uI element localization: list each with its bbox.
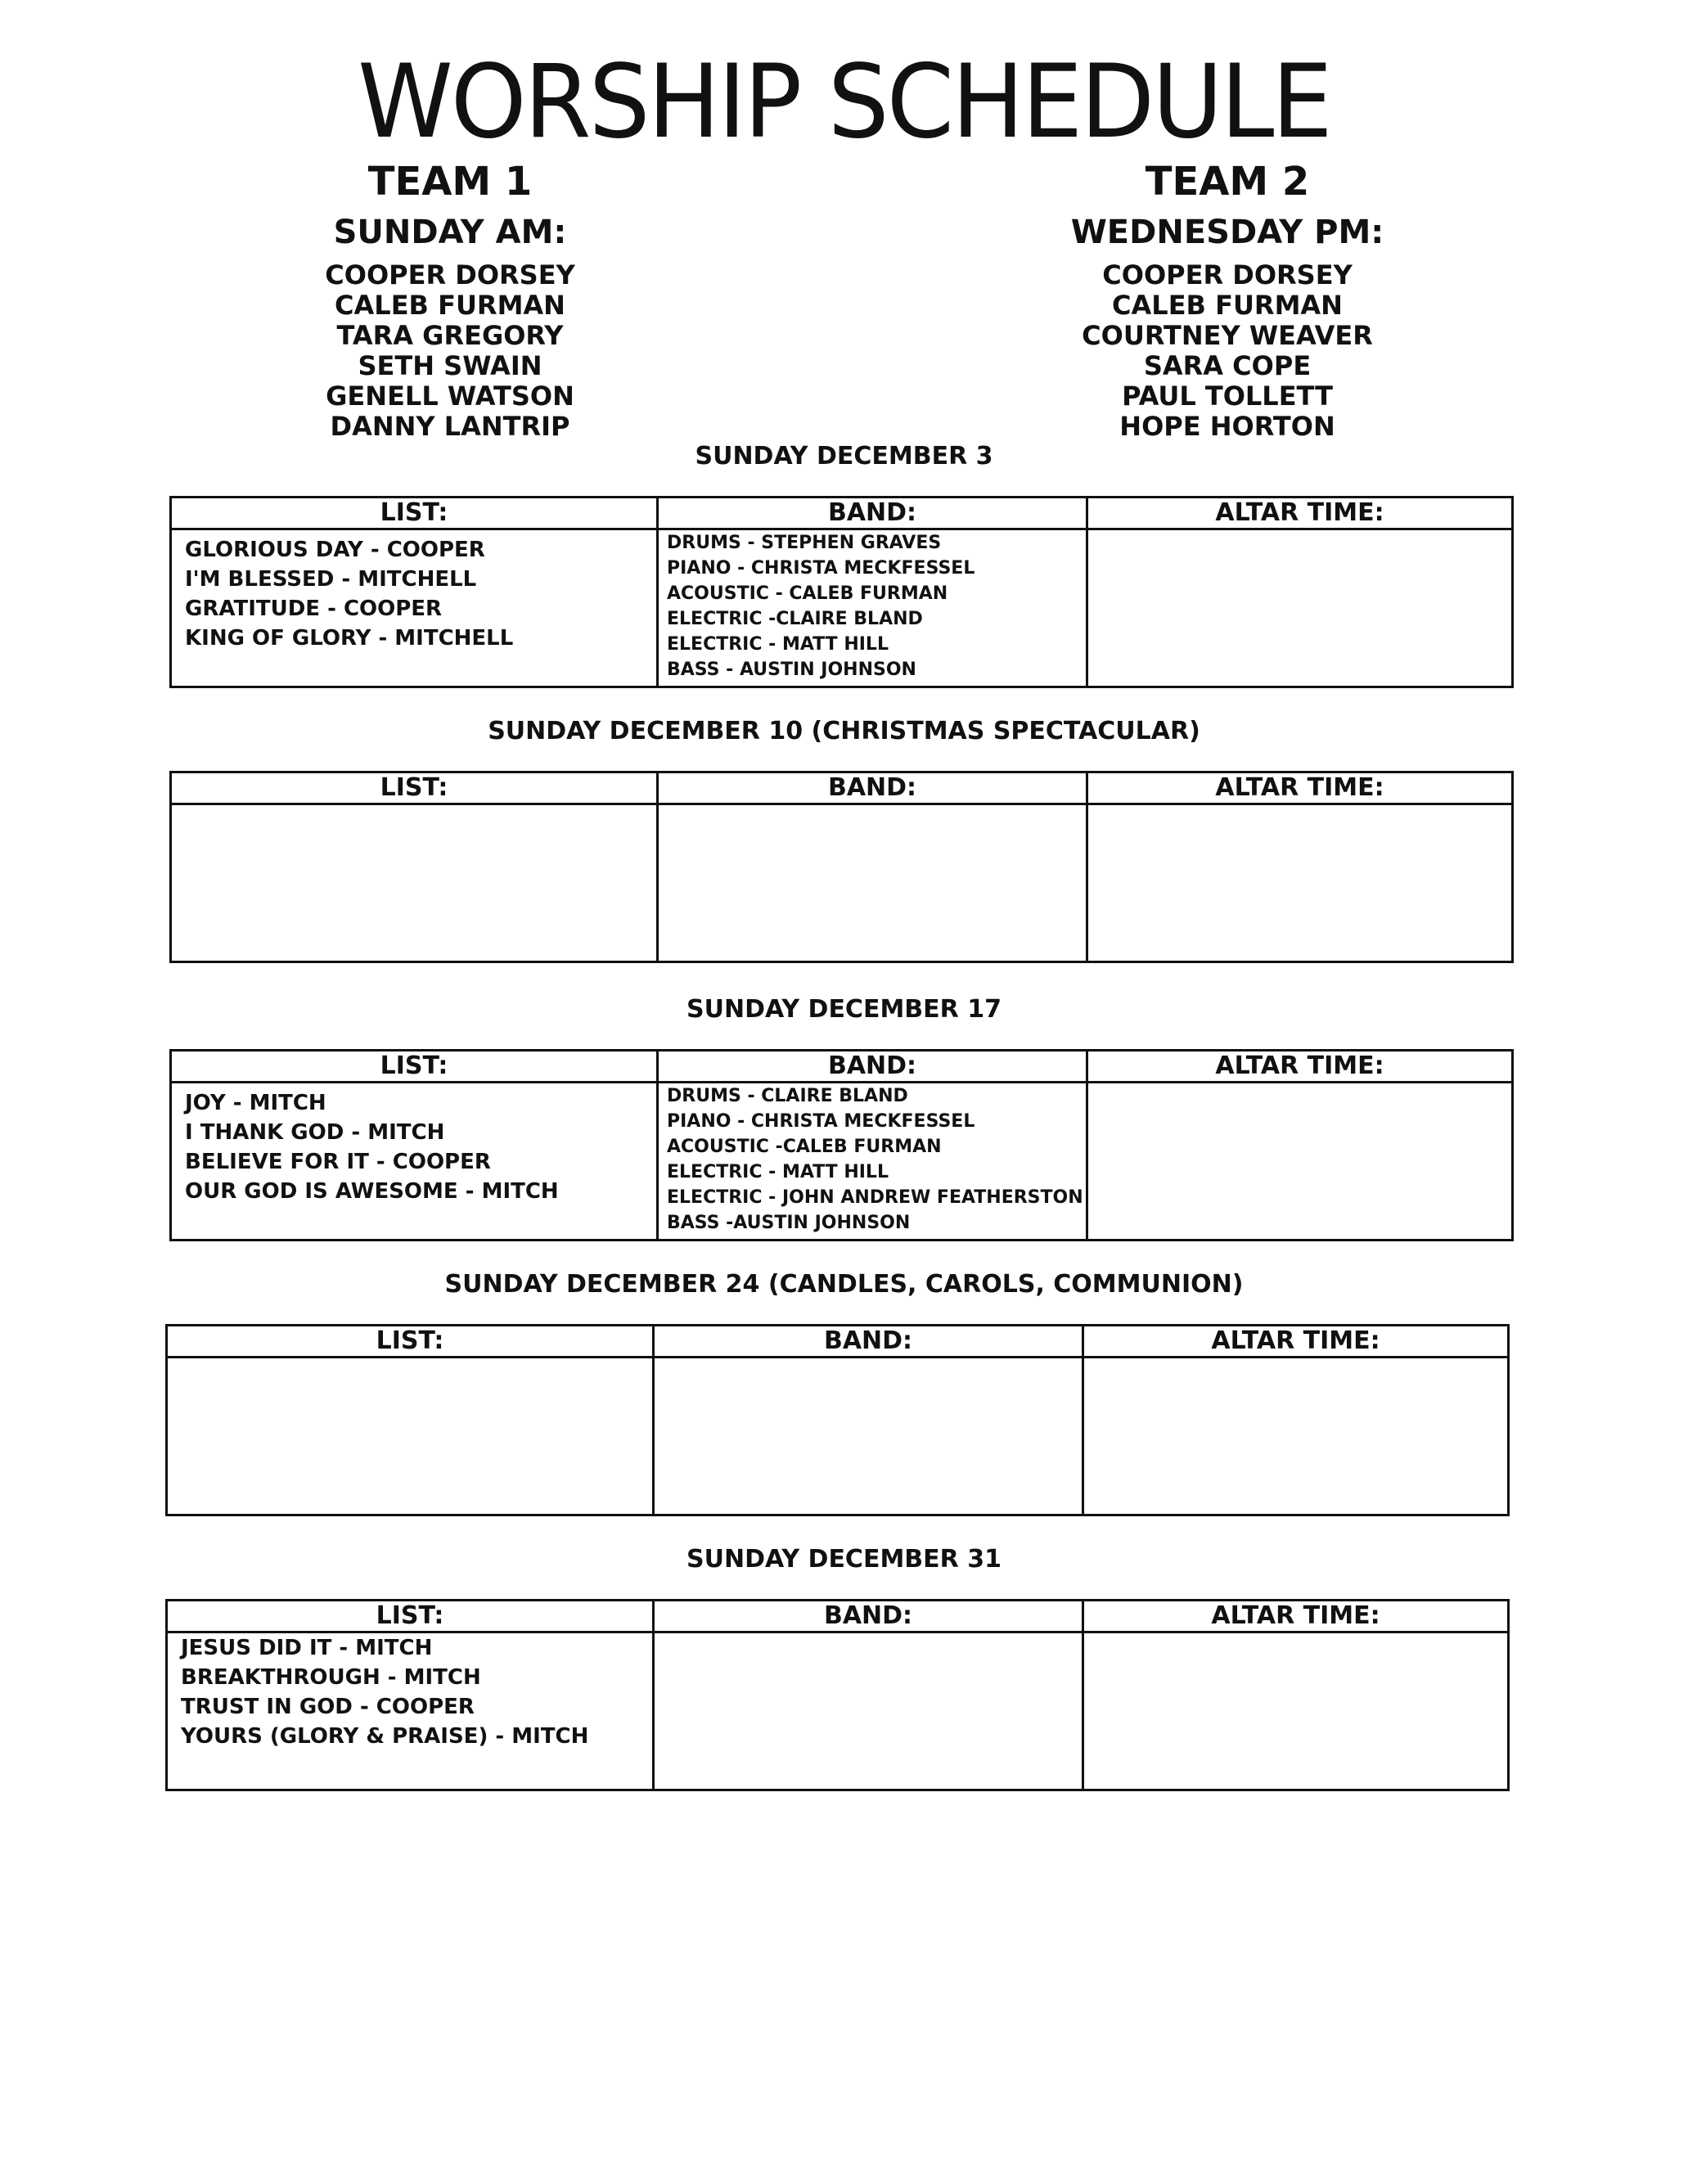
band-item: ACOUSTIC - CALEB FURMAN — [667, 583, 948, 604]
team-2-member: SARA COPE — [1143, 350, 1312, 381]
schedule-table — [169, 496, 1514, 688]
band-item: DRUMS - STEPHEN GRAVES — [667, 533, 942, 553]
song-item: TRUST IN GOD - COOPER — [181, 1695, 475, 1719]
list-cell — [171, 1083, 658, 1241]
list-header: LIST: — [167, 1326, 654, 1358]
band-cell — [654, 1358, 1083, 1515]
band-cell — [658, 1083, 1087, 1241]
band-item: ELECTRIC - JOHN ANDREW FEATHERSTON — [667, 1187, 1083, 1208]
altar-time-header: ALTAR TIME: — [1087, 772, 1513, 804]
song-item: JESUS DID IT - MITCH — [181, 1636, 433, 1660]
team-2-name: TEAM 2 — [1145, 159, 1310, 205]
section-heading: SUNDAY DECEMBER 24 (CANDLES, CAROLS, COMMUNION) — [444, 1270, 1244, 1299]
song-item: GRATITUDE - COOPER — [185, 597, 443, 621]
band-item: ELECTRIC - MATT HILL — [667, 1162, 889, 1182]
list-header: LIST: — [171, 498, 658, 529]
team-1-member: CALEB FURMAN — [335, 290, 565, 321]
song-item: YOURS (GLORY & PRAISE) - MITCH — [181, 1724, 589, 1749]
song-item: I THANK GOD - MITCH — [185, 1120, 445, 1145]
team-1-member: DANNY LANTRIP — [330, 411, 570, 442]
band-header: BAND: — [658, 498, 1087, 529]
song-item: GLORIOUS DAY - COOPER — [185, 538, 485, 562]
altar-time-cell — [1087, 529, 1513, 687]
schedule-table — [165, 1599, 1510, 1791]
team-1-member: GENELL WATSON — [326, 381, 574, 412]
band-item: BASS - AUSTIN JOHNSON — [667, 660, 916, 680]
schedule-table — [165, 1324, 1510, 1516]
song-item: KING OF GLORY - MITCHELL — [185, 626, 514, 651]
band-header: BAND: — [654, 1326, 1083, 1358]
team-1-member: SETH SWAIN — [358, 350, 542, 381]
list-cell — [171, 529, 658, 687]
team-1-member: TARA GREGORY — [336, 320, 564, 351]
section-heading: SUNDAY DECEMBER 3 — [695, 442, 993, 471]
list-cell — [167, 1358, 654, 1515]
schedule-table — [169, 1049, 1514, 1241]
band-item: ELECTRIC -CLAIRE BLAND — [667, 609, 923, 629]
band-item: ACOUSTIC -CALEB FURMAN — [667, 1137, 942, 1157]
list-header: LIST: — [167, 1601, 654, 1632]
band-item: PIANO - CHRISTA MECKFESSEL — [667, 1111, 975, 1132]
altar-time-cell — [1083, 1358, 1509, 1515]
team-1 — [164, 155, 736, 442]
list-header: LIST: — [171, 1051, 658, 1083]
team-2 — [941, 155, 1514, 442]
team-2-member: COURTNEY WEAVER — [1082, 320, 1373, 351]
band-item: BASS -AUSTIN JOHNSON — [667, 1213, 911, 1233]
band-cell — [658, 529, 1087, 687]
team-2-service: WEDNESDAY PM: — [1070, 214, 1384, 251]
band-cell — [658, 804, 1087, 962]
band-cell — [654, 1632, 1083, 1790]
band-header: BAND: — [658, 1051, 1087, 1083]
team-2-member: COOPER DORSEY — [1102, 259, 1353, 290]
section-heading: SUNDAY DECEMBER 10 (CHRISTMAS SPECTACULAR) — [488, 717, 1200, 745]
team-1-service: SUNDAY AM: — [333, 214, 567, 251]
team-2-member: PAUL TOLLETT — [1122, 381, 1333, 412]
altar-time-cell — [1087, 1083, 1513, 1241]
altar-time-cell — [1083, 1632, 1509, 1790]
section-heading: SUNDAY DECEMBER 17 — [686, 995, 1002, 1024]
song-item: BREAKTHROUGH - MITCH — [181, 1665, 481, 1690]
team-1-member: COOPER DORSEY — [325, 259, 575, 290]
section-heading: SUNDAY DECEMBER 31 — [686, 1545, 1002, 1574]
altar-time-cell — [1087, 804, 1513, 962]
page-title: WORSHIP SCHEDULE — [358, 42, 1330, 161]
altar-time-header: ALTAR TIME: — [1083, 1326, 1509, 1358]
list-cell — [171, 804, 658, 962]
song-item: I'M BLESSED - MITCHELL — [185, 567, 477, 592]
list-header: LIST: — [171, 772, 658, 804]
altar-time-header: ALTAR TIME: — [1083, 1601, 1509, 1632]
song-item: OUR GOD IS AWESOME - MITCH — [185, 1179, 559, 1204]
song-item: BELIEVE FOR IT - COOPER — [185, 1150, 491, 1174]
list-cell — [167, 1632, 654, 1790]
band-item: PIANO - CHRISTA MECKFESSEL — [667, 558, 975, 579]
band-item: ELECTRIC - MATT HILL — [667, 634, 889, 655]
song-item: JOY - MITCH — [185, 1091, 326, 1115]
altar-time-header: ALTAR TIME: — [1087, 498, 1513, 529]
schedule-table — [169, 771, 1514, 963]
team-1-name: TEAM 1 — [367, 159, 533, 205]
band-item: DRUMS - CLAIRE BLAND — [667, 1086, 908, 1106]
band-header: BAND: — [658, 772, 1087, 804]
altar-time-header: ALTAR TIME: — [1087, 1051, 1513, 1083]
band-header: BAND: — [654, 1601, 1083, 1632]
team-2-member: HOPE HORTON — [1119, 411, 1335, 442]
team-2-member: CALEB FURMAN — [1112, 290, 1343, 321]
